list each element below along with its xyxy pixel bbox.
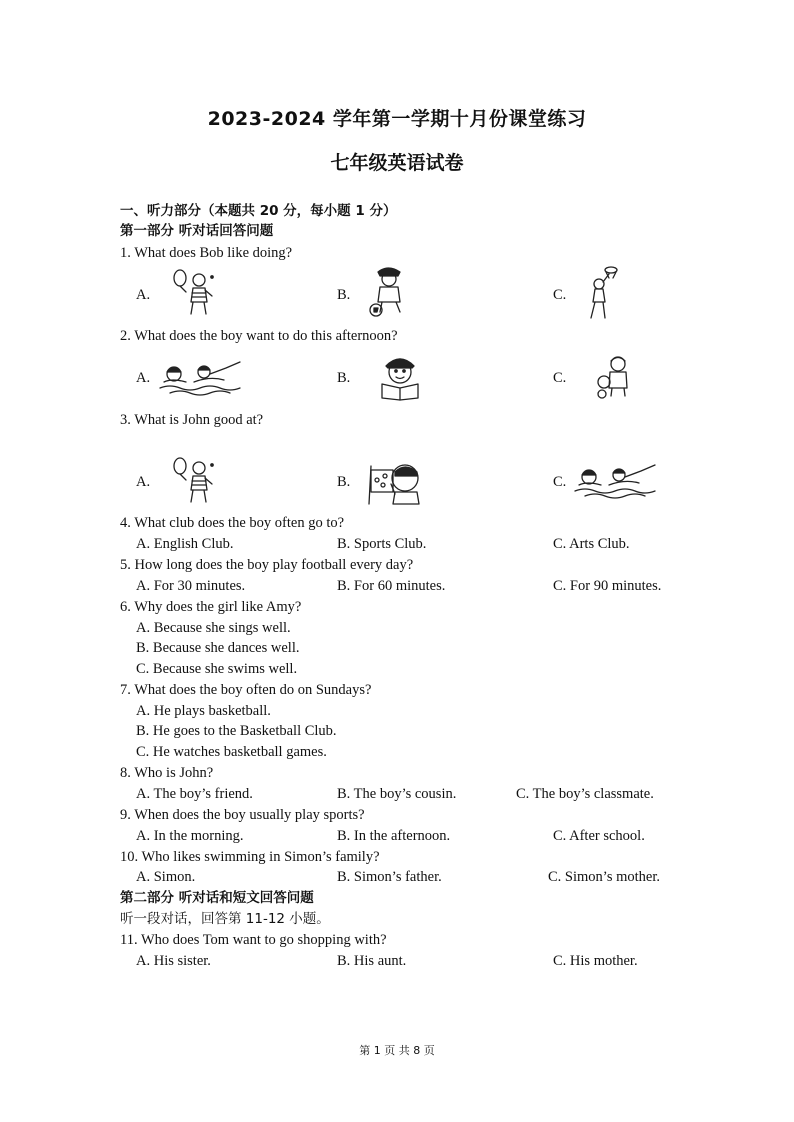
q11-option-c: C. His mother. bbox=[553, 953, 638, 969]
q1-option-a: A. bbox=[136, 287, 151, 303]
q5-option-a: A. For 30 minutes. bbox=[136, 578, 246, 594]
q7-option-a: A. He plays basketball. bbox=[136, 703, 271, 719]
q2-option-b: B. bbox=[337, 370, 351, 386]
q4-option-c: C. Arts Club. bbox=[553, 536, 630, 552]
q3-option-b: B. bbox=[337, 474, 351, 490]
q9-option-a: A. In the morning. bbox=[136, 828, 244, 844]
question-5: 5. How long does the boy play football every day? bbox=[120, 557, 414, 573]
exam-title: 2023-2024 学年第一学期十月份课堂练习 bbox=[207, 108, 587, 130]
q2-option-c: C. bbox=[553, 370, 567, 386]
question-3: 3. What is John good at? bbox=[120, 412, 264, 428]
q10-option-b: B. Simon’s father. bbox=[337, 869, 442, 885]
part2-heading: 第二部分 听对话和短文回答问题 bbox=[120, 890, 314, 906]
q3-option-a: A. bbox=[136, 474, 151, 490]
q4-option-a: A. English Club. bbox=[136, 536, 234, 552]
q1-option-b: B. bbox=[337, 287, 351, 303]
question-10: 10. Who likes swimming in Simon’s family? bbox=[120, 849, 380, 865]
q4-option-b: B. Sports Club. bbox=[337, 536, 427, 552]
q7-option-c: C. He watches basketball games. bbox=[136, 744, 327, 760]
soccer-boy-icon bbox=[368, 266, 412, 318]
q10-option-a: A. Simon. bbox=[136, 869, 196, 885]
tennis-player-icon bbox=[170, 268, 218, 318]
swimmers-icon bbox=[575, 463, 659, 499]
question-4: 4. What club does the boy often go to? bbox=[120, 515, 345, 531]
q9-option-b: B. In the afternoon. bbox=[337, 828, 451, 844]
basketball-player-icon bbox=[585, 264, 621, 322]
question-2: 2. What does the boy want to do this afternoon? bbox=[120, 328, 398, 344]
q8-option-a: A. The boy’s friend. bbox=[136, 786, 253, 802]
question-7: 7. What does the boy often do on Sundays? bbox=[120, 682, 372, 698]
q8-option-c: C. The boy’s classmate. bbox=[516, 786, 654, 802]
q9-option-c: C. After school. bbox=[553, 828, 645, 844]
q6-option-a: A. Because she sings well. bbox=[136, 620, 291, 636]
section-heading: 一、听力部分（本题共 20 分，每小题 1 分） bbox=[120, 203, 397, 219]
painting-boy-icon bbox=[365, 460, 425, 506]
q6-option-c: C. Because she swims well. bbox=[136, 661, 298, 677]
question-8: 8. Who is John? bbox=[120, 765, 214, 781]
q7-option-b: B. He goes to the Basketball Club. bbox=[136, 723, 337, 739]
reading-boy-icon bbox=[378, 354, 422, 400]
tennis-player-icon bbox=[170, 456, 218, 506]
q11-option-a: A. His sister. bbox=[136, 953, 211, 969]
question-9: 9. When does the boy usually play sports? bbox=[120, 807, 365, 823]
exam-subtitle: 七年级英语试卷 bbox=[330, 152, 464, 174]
q10-option-c: C. Simon’s mother. bbox=[548, 869, 660, 885]
q1-option-c: C. bbox=[553, 287, 567, 303]
q8-option-b: B. The boy’s cousin. bbox=[337, 786, 457, 802]
part1-heading: 第一部分 听对话回答问题 bbox=[120, 223, 274, 239]
q6-option-b: B. Because she dances well. bbox=[136, 640, 300, 656]
q2-option-a: A. bbox=[136, 370, 151, 386]
q5-option-b: B. For 60 minutes. bbox=[337, 578, 446, 594]
q5-option-c: C. For 90 minutes. bbox=[553, 578, 662, 594]
question-6: 6. Why does the girl like Amy? bbox=[120, 599, 302, 615]
q11-option-b: B. His aunt. bbox=[337, 953, 407, 969]
page-footer: 第 1 页 共 8 页 bbox=[359, 1044, 435, 1057]
swimmers-icon bbox=[160, 360, 244, 396]
q3-option-c: C. bbox=[553, 474, 567, 490]
question-1: 1. What does Bob like doing? bbox=[120, 245, 293, 261]
question-11: 11. Who does Tom want to go shopping with? bbox=[120, 932, 387, 948]
ball-boy-icon bbox=[594, 354, 634, 400]
part2-instruction: 听一段对话，回答第 11-12 小题。 bbox=[120, 911, 330, 927]
